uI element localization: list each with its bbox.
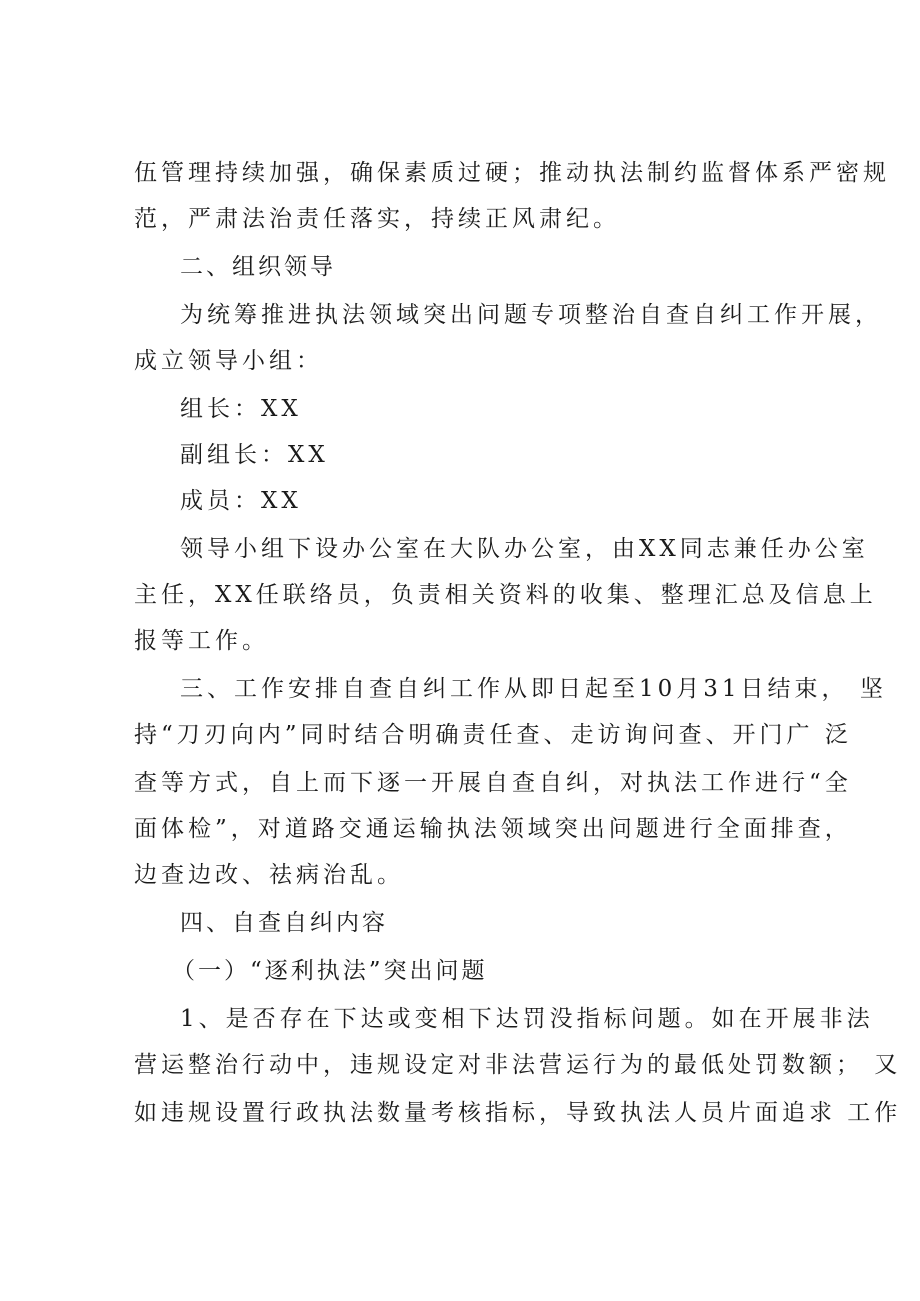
paragraph-line: 查等方式，自上而下逐一开展自查自纠，对执法工作进行“全: [134, 770, 852, 796]
paragraph-line: 营运整治行动中，违规设定对非法营运行为的最低处罚数额； 又: [134, 1052, 902, 1078]
leader-line: 组长：XX: [180, 396, 302, 422]
paragraph-line: 报等工作。: [134, 628, 269, 654]
section-heading-self-check-content: 四、自查自纠内容: [180, 910, 388, 936]
paragraph-line: 如违规设置行政执法数量考核指标，导致执法人员片面追求 工作: [134, 1100, 902, 1126]
paragraph-line: 领导小组下设办公室在大队办公室，由XX同志兼任办公室: [180, 536, 869, 562]
paragraph-line: 范，严肃法治责任落实，持续正风肃纪。: [134, 206, 620, 232]
section-heading-work-arrangement: 三、工作安排自查自纠工作从即日起至10月31日结束， 坚: [180, 676, 887, 702]
paragraph-line: 边查边改、祛病治乱。: [134, 862, 404, 888]
members-line: 成员：XX: [180, 488, 302, 514]
paragraph-line: 持“刀刃向内”同时结合明确责任查、走访询问查、开门广 泛: [134, 722, 852, 748]
paragraph-line: 面体检”，对道路交通运输执法领域突出问题进行全面排查，: [134, 816, 852, 842]
paragraph-line: 成立领导小组：: [134, 348, 323, 374]
section-heading-organization: 二、组织领导: [180, 254, 336, 280]
paragraph-line: 1、是否存在下达或变相下达罚没指标问题。如在开展非法: [180, 1006, 874, 1032]
deputy-leader-line: 副组长：XX: [180, 442, 329, 468]
subsection-heading-profit-driven-enforcement: （一）“逐利执法”突出问题: [172, 958, 488, 984]
paragraph-line: 伍管理持续加强，确保素质过硬；推动执法制约监督体系严密规: [134, 160, 890, 186]
paragraph-line: 主任，XX任联络员，负责相关资料的收集、整理汇总及信息上: [134, 582, 877, 608]
paragraph-line: 为统筹推进执法领域突出问题专项整治自查自纠工作开展，: [180, 302, 882, 328]
